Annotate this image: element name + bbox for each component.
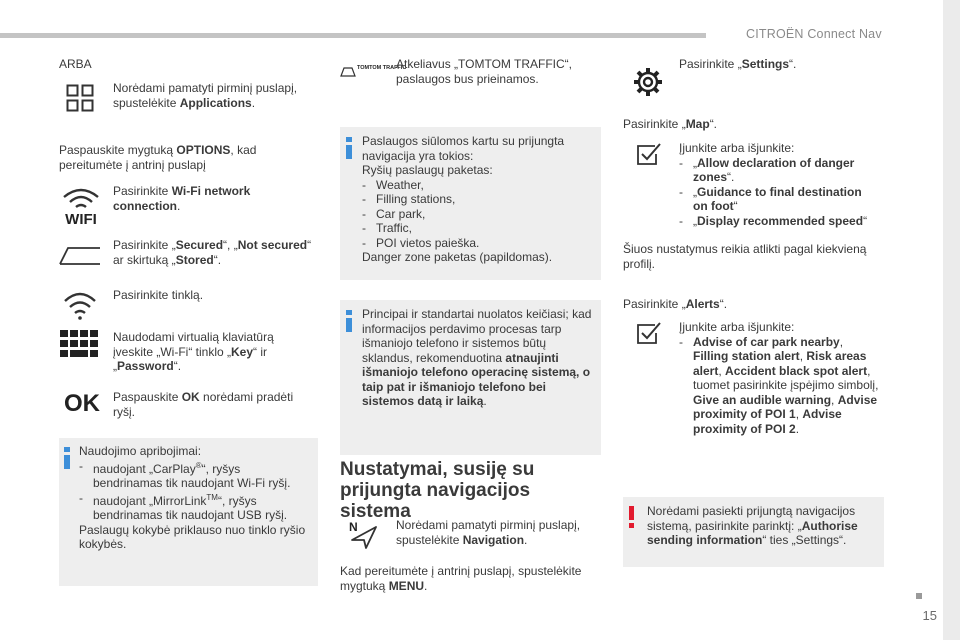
warning-icon	[629, 506, 634, 520]
tomtom-icon-label: TOMTOM TRAFFIC	[357, 65, 407, 71]
info-icon	[346, 310, 352, 315]
page-edge-tab	[943, 0, 960, 640]
profile-note: Šiuos nustatymus reikia atlikti pagal kiekvieną profilį.	[623, 242, 867, 271]
secured-instruction: Pasirinkite „Secured“, „Not secured“ ar skirtuką „Stored“.	[113, 238, 312, 267]
checkbox-icon	[636, 142, 662, 166]
page-number: 15	[922, 608, 937, 623]
keyboard-instruction: Naudodami virtualią klaviatūrą įveskite „Wi-Fi“ tinklo „Key“ ir „Password“.	[113, 330, 274, 373]
info-icon-bar	[346, 145, 352, 159]
tomtom-traffic-icon	[340, 62, 407, 78]
section-heading: Nustatymai, susiję su prijungta navigacijos sistema	[340, 459, 535, 522]
network-instruction: Pasirinkite tinklą.	[113, 288, 204, 302]
warning-icon-dot	[629, 523, 634, 528]
applications-instruction: Norėdami pamatyti pirminį puslapį, spustelėkite Applications.	[113, 81, 298, 110]
map-instruction: Pasirinkite „Map“.	[623, 117, 718, 131]
keyboard-icon	[60, 330, 100, 358]
services-text: Paslaugos siūlomos kartu su prijungta navigacija yra tokios: Ryšių paslaugų paketas: - Weather, - Filling stations, - Car park, - Traffic, - POI vietos paieška. Danger zone paketas (papildomas).	[362, 134, 565, 264]
navigation-icon-label: N	[349, 520, 358, 534]
info-icon	[64, 447, 70, 452]
checkbox-icon	[636, 321, 662, 345]
settings-instruction: Pasirinkite „Settings“.	[679, 57, 797, 71]
header-rule	[0, 33, 706, 38]
arba-label: ARBA	[59, 57, 92, 71]
map-toggles-list: Įjunkite arba išjunkite: - „Allow declaration of danger zones“. - „Guidance to final destination on foot“ - „Display recommended speed“	[679, 141, 868, 228]
settings-gear-icon	[632, 66, 664, 98]
update-text: Principai ir standartai nuolatos keičiasi; kad informacijos perdavimo procesas tarp išmaniojo telefono ir sistemos būtų sklandus, rekomenduotina atnaujinti išmaniojo telefono operacinę sistemą, o taip pat ir išmaniojo telefono bei sistemos datą ir laiką.	[362, 307, 592, 408]
ok-icon	[60, 388, 104, 416]
alerts-toggles-list: Įjunkite arba išjunkite: - Advise of car park nearby, Filling station alert, Risk areas alert, Accident black spot alert, tuomet pasirinkite įspėjimo simbolį, Give an audible warning, Advise proximity of POI 1, Advise proximity of POI 2.	[679, 320, 879, 436]
options-instruction: Paspauskite mygtuką OPTIONS, kad pereitumėte į antrinį puslapį	[59, 143, 257, 172]
page-marker	[916, 593, 922, 599]
tab-selector-icon	[58, 244, 102, 266]
wifi-signal-icon	[62, 290, 98, 320]
info-icon-bar	[64, 455, 70, 469]
wifi-icon-label: WIFI	[65, 211, 97, 228]
info-icon-bar	[346, 318, 352, 332]
wifi-icon	[58, 184, 104, 226]
menu-instruction: Kad pereitumėte į antrinį puslapį, spustelėkite mygtuką MENU.	[340, 564, 582, 593]
applications-grid-icon	[66, 84, 94, 112]
ok-instruction: Paspauskite OK norėdami pradėti ryšį.	[113, 390, 294, 419]
info-icon	[346, 137, 352, 142]
usage-limits-text: Naudojimo apribojimai: - naudojant „CarPlay®“, ryšys bendrinamas tik naudojant Wi-Fi ryšį. - naudojant „MirrorLink™“, ryšys bendrinamas tik naudojant USB ryšį. Paslaugų kokybė priklauso nuo tinklo ryšio kokybės.	[79, 444, 306, 551]
alerts-instruction: Pasirinkite „Alerts“.	[623, 297, 728, 311]
tomtom-instruction: Atkeliavus „TOMTOM TRAFFIC“, paslaugos bus prieinamos.	[396, 57, 573, 86]
navigation-icon	[348, 518, 380, 550]
navigation-instruction: Norėdami pamatyti pirminį puslapį, spustelėkite Navigation.	[396, 518, 581, 547]
ok-icon-label: OK	[64, 390, 100, 417]
warning-text: Norėdami pasiekti prijungtą navigacijos sistemą, pasirinkite parinktį: „Authorise sending information“ ties „Settings“.	[647, 504, 858, 547]
brand-title: CITROËN Connect Nav	[746, 27, 882, 41]
wifi-instruction: Pasirinkite Wi-Fi network connection.	[113, 184, 251, 213]
